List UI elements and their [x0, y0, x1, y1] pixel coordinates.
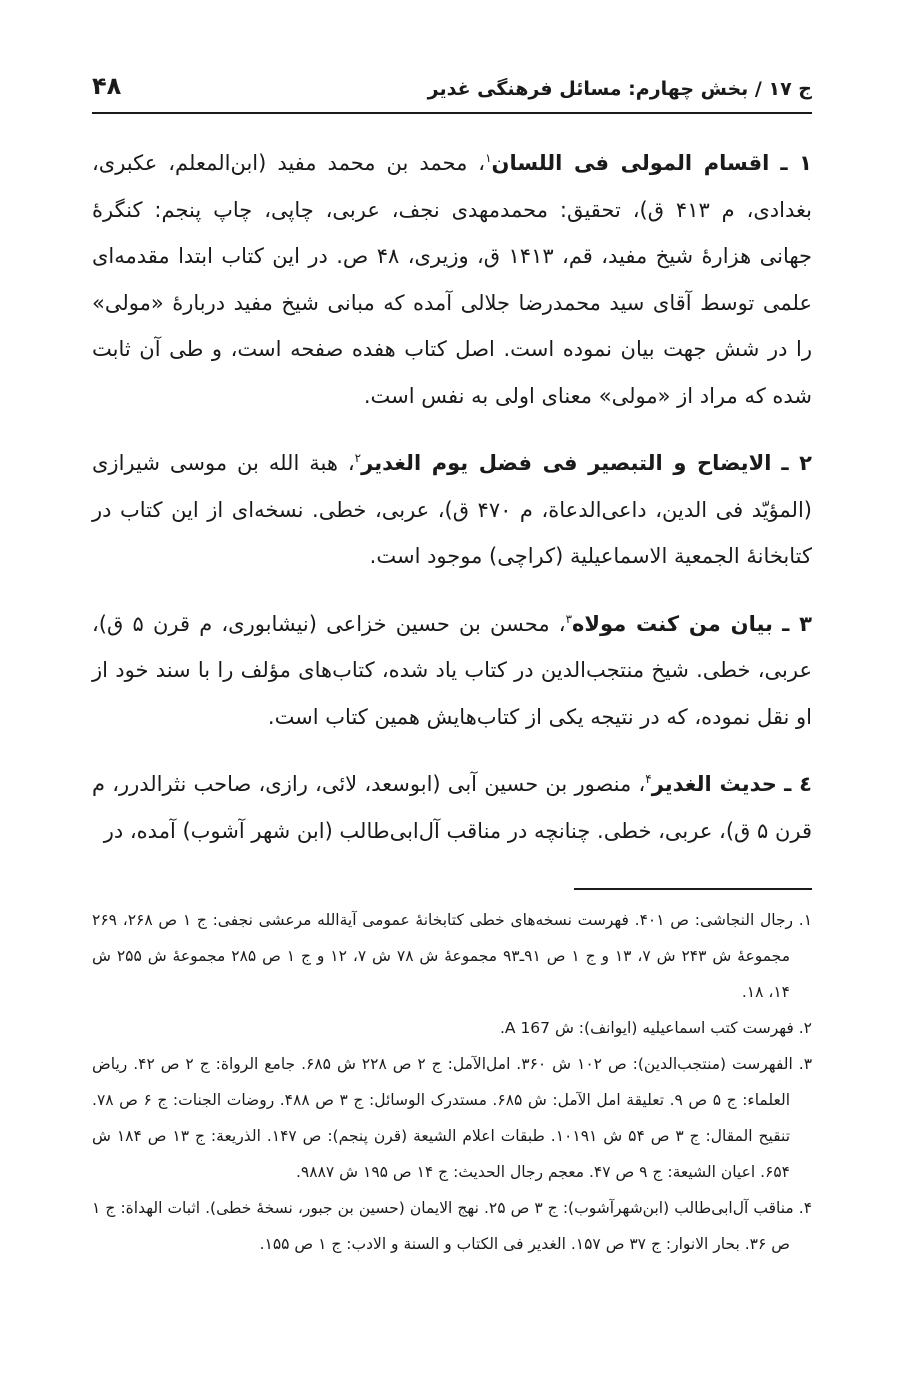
entry-title: بیان من کنت مولاه [572, 611, 773, 636]
entry-number: ۲ ـ [781, 451, 812, 475]
page-number: ۴۸ [92, 72, 122, 100]
book-page [92, 58, 812, 1350]
entry-2 [92, 440, 812, 580]
footnote-ref: ۱ [485, 151, 492, 165]
entry-3 [92, 601, 812, 741]
footnotes [92, 902, 812, 1262]
entry-text: ، محسن بن حسین خزاعی (نیشابوری، م قرن ۵ ق)، عربی، خطی. شیخ منتجب‌الدین در کتاب یاد شده، کتاب‌های مؤلف را با سند خود از او نقل نموده، که در نتیجه یکی از کتاب‌هایش همین کتاب است. [92, 611, 812, 729]
entry-number: ۳ ـ [782, 611, 812, 636]
entry-text: ، منصور بن حسین آبی (ابوسعد، لائی، رازی، صاحب نثرالدرر، م قرن ۵ ق)، عربی، خطی. چنانچه در مناقب آل‌ابی‌طالب (ابن شهر آشوب) آمده، در [92, 772, 812, 843]
footnote-2: ۲. فهرست کتب اسماعیلیه (ایوانف): ش 167 A. [499, 1019, 812, 1037]
footnote-1: ۱. رجال النجاشی: ص ۴۰۱. فهرست نسخه‌های خطی کتابخانهٔ عمومی آیة‌الله مرعشی نجفی: ج ۱ ص ۲۶۸، ۲۶۹ مجموعهٔ ش ۲۴۳ ش ۷، ۱۳ و ج ۱ ص ۹۱ـ۹۳ مجموعهٔ ش ۷۸ ش ۷، ۱۲ و ج ۱ ص ۲۸۵ مجموعهٔ ش ۲۵۵ ش ۱۴، ۱۸. [92, 911, 813, 1001]
footnote-ref: ۲ [354, 451, 362, 465]
entry-title: الایضاح و التبصیر فی فضل یوم الغدیر [361, 451, 772, 475]
header-rule [92, 112, 812, 114]
page-header [92, 58, 812, 100]
entry-text: ، محمد بن محمد مفید (ابن‌المعلم، عکبری، بغدادی، م ۴۱۳ ق)، تحقیق: محمدمهدی نجف، عربی، چاپی، چاپ پنجم: کنگرهٔ جهانی هزارهٔ شیخ مفید، قم، ۱۴۱۳ ق، وزیری، ۴۸ ص. در این کتاب ابتدا مقدمه‌ای علمی توسط آقای سید محمدرضا جلالی آمده که مبانی شیخ مفید دربارهٔ «مولی» را در شش جهت بیان نموده است. اصل کتاب هفده صفحه است، و طی آن ثابت شده که مراد از «مولی» معنای اولی به نفس است. [92, 151, 813, 408]
footnote-3: ۳. الفهرست (منتجب‌الدین): ص ۱۰۲ ش ۳۶۰. امل‌الآمل: ج ۲ ص ۲۲۸ ش ۶۸۵. جامع الرواة: ج ۲ ص ۴۲. ریاض العلماء: ج ۵ ص ۹. تعلیقة امل الآمل: ش ۶۸۵. مستدرک الوسائل: ج ۳ ص ۴۸۸. روضات الجنات: ج ۶ ص ۷۸. تنقیح المقال: ج ۳ ص ۵۴ ش ۱۰۱۹۱. طبقات اعلام الشیعة (قرن پنجم): ص ۱۴۷. الذریعة: ج ۱۳ ص ۱۸۴ ش ۶۵۴. اعیان الشیعة: ج ۹ ص ۴۷. معجم رجال الحدیث: ج ۱۴ ص ۱۹۵ ش ۹۸۸۷. [92, 1055, 813, 1181]
footnote-rule [574, 888, 812, 890]
entry-1 [92, 140, 812, 419]
entry-number: ٤ ـ [784, 772, 812, 796]
footnote-ref: ۴ [645, 772, 652, 786]
footnote-ref: ۳ [565, 611, 573, 626]
entry-title: حدیث الغدیر [651, 772, 777, 796]
entry-text: ، هبة الله بن موسی شیرازی (المؤیّد فی الدین، داعی‌الدعاة، م ۴۷۰ ق)، عربی، خطی. نسخه‌ای از این کتاب در کتابخانهٔ الجمعیة الاسماعیلیة (کراچی) موجود است. [92, 451, 812, 568]
entry-number: ۱ ـ [780, 151, 812, 175]
bibliography-entries [92, 140, 812, 854]
entry-title: اقسام المولی فی اللسان [491, 151, 770, 175]
entry-4 [92, 761, 812, 854]
running-title: ج ۱۷ / بخش چهارم: مسائل فرهنگی غدیر [427, 78, 812, 100]
footnote-4: ۴. مناقب آل‌ابی‌طالب (ابن‌شهرآشوب): ج ۳ ص ۲۵. نهج الایمان (حسین بن جبور، نسخهٔ خطی). اثبات الهداة: ج ۱ ص ۳۶. بحار الانوار: ج ۳۷ ص ۱۵۷. الغدیر فی الکتاب و السنة و الادب: ج ۱ ص ۱۵۵. [92, 1199, 813, 1253]
